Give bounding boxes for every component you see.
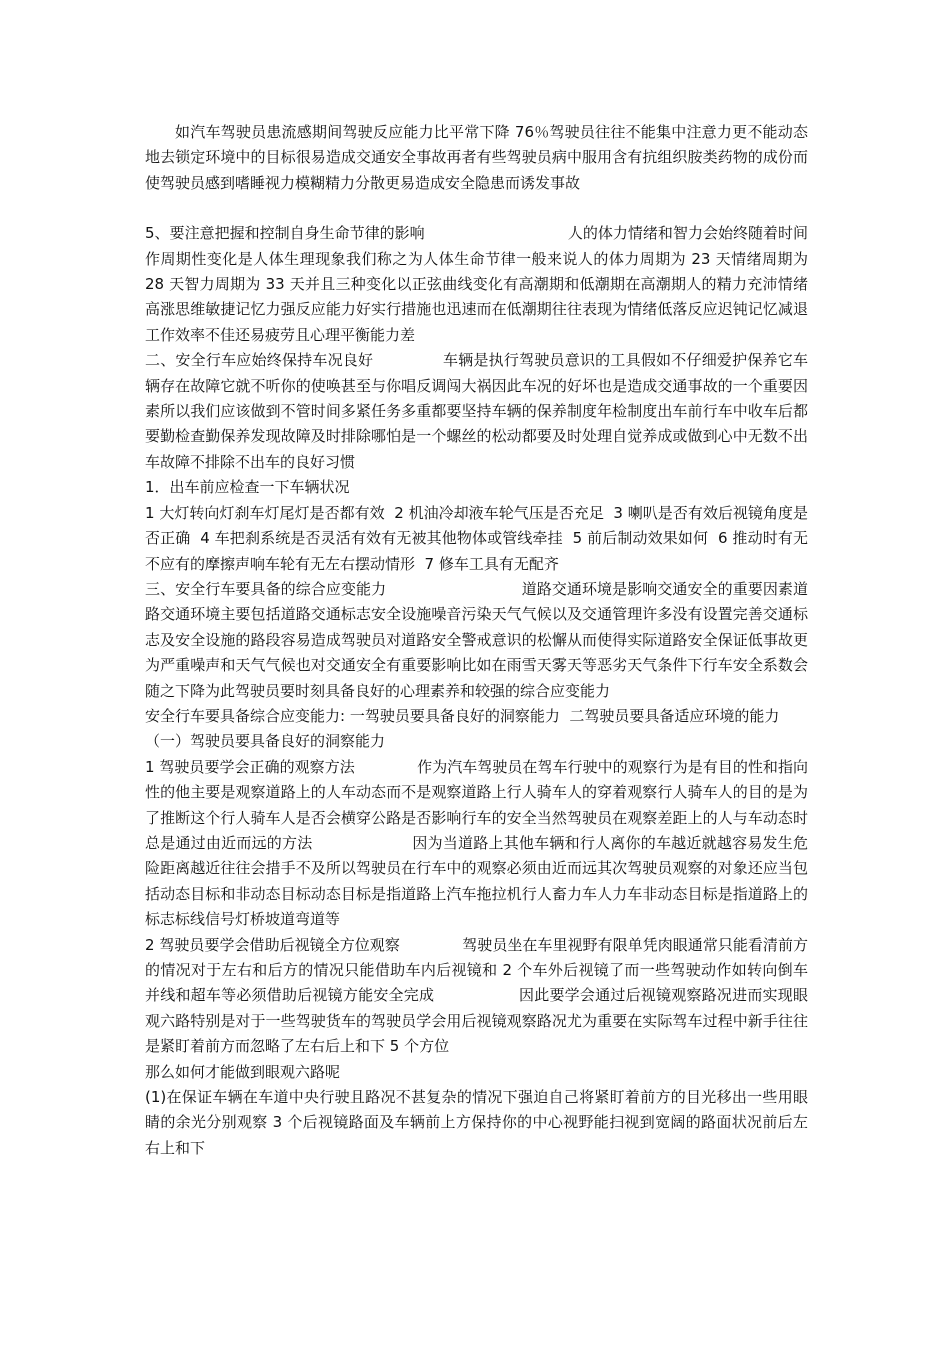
- document-body: [145, 120, 813, 1161]
- paragraph-illness-effects: 如汽车驾驶员患流感期间驾驶反应能力比平常下降 76％驾驶员往往不能集中注意力更不能动态地去锁定环境中的目标很易造成交通安全事故再者有些驾驶员病中服用含有抗组织胺类药物的成份而使驾驶员感到嗜睡视力模糊精力分散更易造成安全隐患而诱发事故: [145, 123, 808, 192]
- paragraph-abilities-summary: 安全行车要具备综合应变能力: 一驾驶员要具备良好的洞察能力 二驾驶员要具备适应环境的能力: [145, 706, 780, 725]
- subheading-observation: （一）驾驶员要具备良好的洞察能力: [145, 732, 386, 751]
- checklist-paragraph: 1 大灯转向灯刹车灯尾灯是否都有效 2 机油冷却液车轮气压是否充足 3 喇叭是否有效后视镜角度是否正确 4 车把刹系统是否灵活有效有无被其他物体或管线牵挂 5 前后制动效果如何 6 推动时有无不应有的摩擦声响车轮有无左右摆动情形 7 修车工具有无配齐: [145, 503, 808, 573]
- subheading-pre-drive-check: 1．出车前应检查一下车辆状况: [145, 478, 350, 497]
- section-heading-adaptability: 三、安全行车要具备的综合应变能力 道路交通环境是影响交通安全的重要因素道路交通环境主要包括道路交通标志安全设施噪音污染天气气候以及交通管理许多没有设置完善交通标志及安全设施的路段容易造成驾驶员对道路安全警戒意识的松懈从而使得实际道路安全保证低事故更为严重噪声和天气气候也对交通安全有重要影响比如在雨雪天雾天等恶劣天气条件下行车安全系数会随之下降为此驾驶员要时刻具备良好的心理素养和较强的综合应变能力: [145, 579, 808, 700]
- paragraph-step-1: (1)在保证车辆在车道中央行驶且路况不甚复杂的情况下强迫自己将紧盯着前方的目光移出一些用眼睛的余光分别观察 3 个后视镜路面及车辆前上方保持你的中心视野能扫视到宽阔的路面状况前后左右上和下: [145, 1088, 808, 1157]
- section-heading-vehicle-condition: 二、安全行车应始终保持车况良好 车辆是执行驾驶员意识的工具假如不仔细爱护保养它车辆存在故障它就不听你的使唤甚至与你唱反调闯大祸因此车况的好坏也是造成交通事故的一个重要因素所以我们应该做到不管时间多紧任务多重都要坚持车辆的保养制度年检制度出车前行车中收车后都要勤检查勤保养发现故障及时排除哪怕是一个螺丝的松动都要及时处理自觉养成或做到心中无数不出车故障不排除不出车的良好习惯: [145, 351, 808, 471]
- paragraph-observation-method: 1 驾驶员要学会正确的观察方法 作为汽车驾驶员在驾车行驶中的观察行为是有目的性和指向性的他主要是观察道路上的人车动态而不是观察道路上行人骑车人的穿着观察行人骑车人的目的是为了推断这个行人骑车人是否会横穿公路是否影响行车的安全当然驾驶员在观察差距上的人与车动态时总是通过由近而远的方法 因为当道路上其他车辆和行人离你的车越近就越容易发生危险距离越近往往会措手不及所以驾驶员在行车中的观察必须由近而远其次驾驶员观察的对象还应当包括动态目标和非动态目标动态目标是指道路上汽车拖拉机行人畜力车人力车非动态目标是指道路上的标志标线信号灯桥坡道弯道等: [145, 757, 808, 929]
- paragraph-mirror-observation: 2 驾驶员要学会借助后视镜全方位观察 驾驶员坐在车里视野有限单凭肉眼通常只能看清前方的情况对于左右和后方的情况只能借助车内后视镜和 2 个车外后视镜了而一些驾驶动作如转向倒车并线和超车等必须借助后视镜方能安全完成 因此要学会通过后视镜观察路况进而实现眼观六路特别是对于一些驾驶货车的驾驶员学会用后视镜观察路况尤为重要在实际驾车过程中新手往往是紧盯着前方而忽略了左右后上和下 5 个方位: [145, 935, 808, 1056]
- paragraph-biorhythm: 5、要注意把握和控制自身生命节律的影响 人的体力情绪和智力会始终随着时间作周期性变化是人体生理现象我们称之为人体生命节律一般来说人的体力周期为 23 天情绪周期为 28 天智力周期为 33 天并且三种变化以正弦曲线变化有高潮期和低潮期在高潮期人的精力充沛情绪高涨思维敏捷记忆力强反应能力好实行措施也迅速而在低潮期往往表现为情绪低落反应迟钝记忆减退工作效率不佳还易疲劳且心理平衡能力差: [145, 224, 813, 344]
- paragraph-question: 那么如何才能做到眼观六路呢: [145, 1062, 341, 1081]
